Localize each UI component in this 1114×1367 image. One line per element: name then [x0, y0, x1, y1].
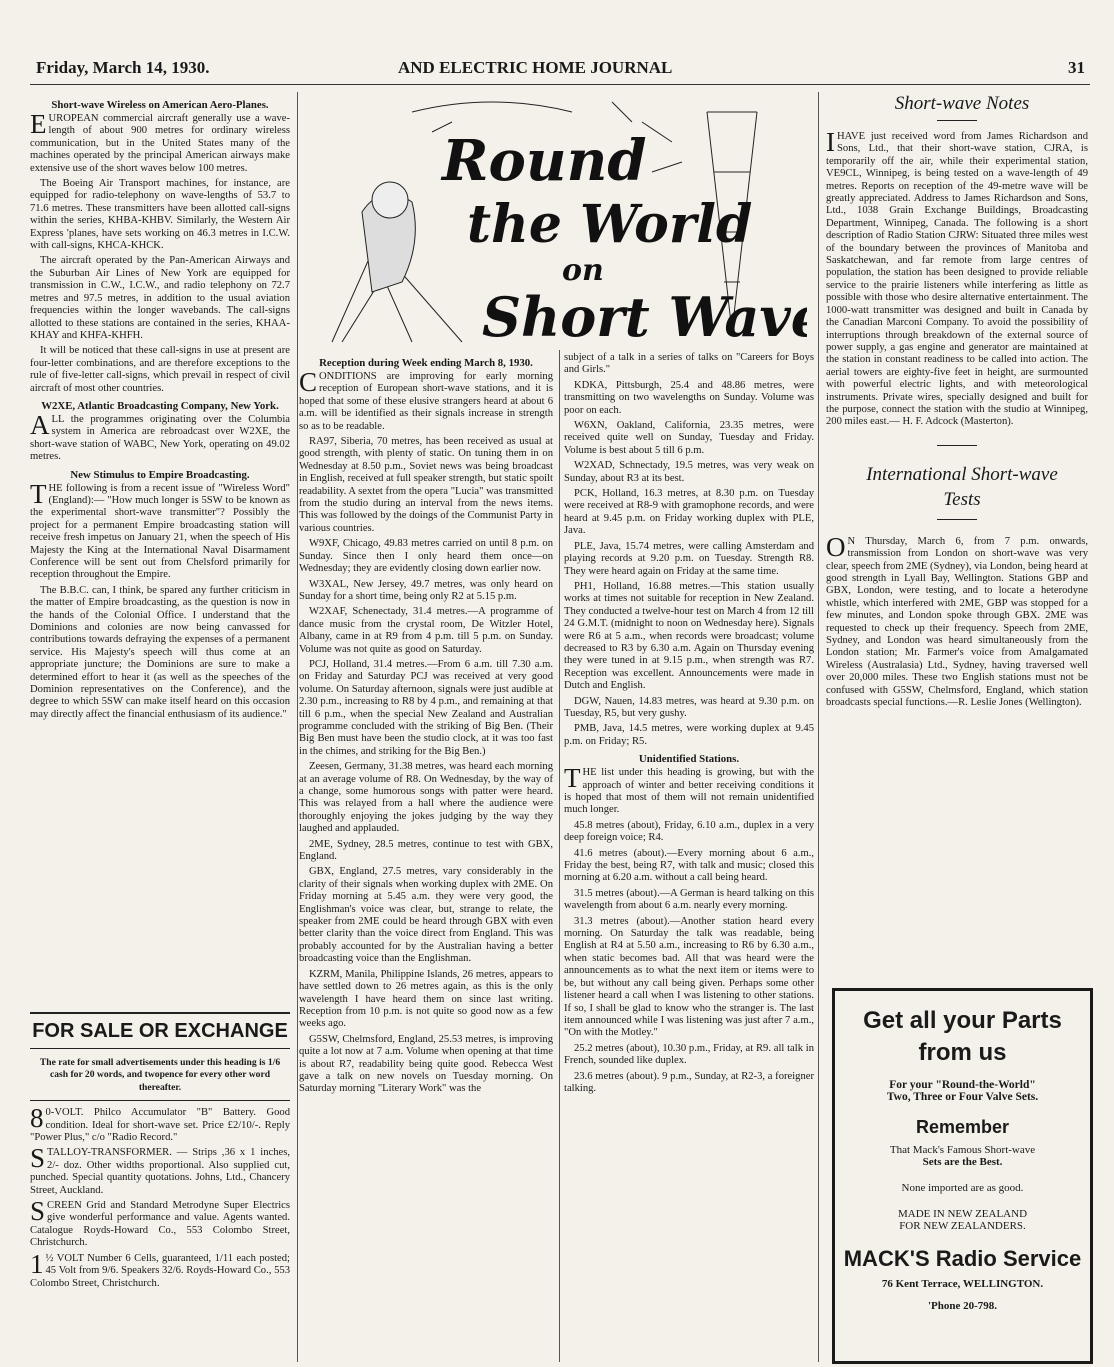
article-heading: New Stimulus to Empire Broadcasting.	[70, 468, 250, 481]
ad-line: For your "Round-the-World"	[889, 1079, 1036, 1091]
article-heading: Reception during Week ending March 8, 1930.	[319, 357, 533, 369]
ad-phone: 'Phone 20-798.	[927, 1300, 998, 1312]
article-paragraph: 2ME, Sydney, 28.5 metres, continue to test with GBX, England.	[299, 838, 553, 863]
ad-line: That Mack's Famous Short-wave	[889, 1144, 1036, 1156]
ad-line: Two, Three or Four Valve Sets.	[886, 1091, 1039, 1103]
header-date: Friday, March 14, 1930.	[36, 58, 210, 77]
column-aeroplanes	[30, 94, 290, 994]
article-paragraph: PH1, Holland, 16.88 metres.—This station usually works at times not suitable for reception in New Zealand. They conducted a twelve-hour test on March 4 from 12 till 24 G.M.T. (midnight to noon on Wednesday here). Signals were R6 at 5 a.m., when records were broadcast; volume decreased to R3 by 6.30 a.m. Again on Thursday evening they were tuned in at 9.15 p.m., when strength was R7. Reception was excellent. Announcements were made in Dutch and English.	[564, 580, 814, 692]
classified-ad: STALLOY-TRANSFORMER. — Strips ,36 x 1 inches, 2/- doz. Other widths proportional. Also supplied cut, punched. Special quantity quotations. Johns, Ltd., Chancery Street, Auckland.	[30, 1143, 290, 1196]
section-title-international: International Short-wave	[866, 463, 1058, 485]
article-paragraph: CONDITIONS are improving for early morning reception of European short-wave stations, and it is hoped that some of these elusive strangers heard at about 6 a.m. will be identified as their signals increase in strength so as to be readable.	[299, 367, 553, 432]
article-paragraph: ON Thursday, March 6, from 7 p.m. onwards, transmission from London on short-wave was very clear, speech from 2ME (Sydney), via London, being heard at good strength in Lyall Bay, Wellington. Stations GBP and GBX, London, were testing, and to locate a heterodyne whistle, which interfered with 2ME, GBP was stopped for a few minutes, and London spoke through GBX. 2ME was requested to check up their frequency. Speech from 2ME, Sydney, and London was heard simultaneously from the London station; Mr. Farmer's voice from Amalgamated Wireless (Australasia) Ltd., Sydney, having traversed well over 20,000 miles. These two English stations must not be confused with G5SW, Chelmsford, England, which station broadcasts special functions.—R. Leslie Jones (Wellington).	[826, 531, 1088, 709]
macks-radio-advertisement	[832, 988, 1093, 1364]
classifieds-rate: The rate for small advertisements under this heading is 1/6 cash for 20 words, and twopence for every other word thereafter.	[39, 1057, 281, 1093]
article-heading: Short-wave Wireless on American Aero-Planes.	[51, 99, 269, 111]
column-divider	[297, 92, 298, 1362]
column-short-wave-notes	[826, 92, 1088, 984]
masthead-artwork	[312, 92, 807, 350]
classified-ad: 80-VOLT. Philco Accumulator "B" Battery. Good condition. Ideal for short-wave set. Price £2/10/-. Reply "Power Plus," c/o "Radio Record."	[30, 1103, 290, 1144]
ad-headline: Get all your Parts	[863, 1007, 1062, 1034]
ad-address: 76 Kent Terrace, WELLINGTON.	[881, 1278, 1044, 1290]
article-paragraph: 31.5 metres (about).—A German is heard talking on this wavelength from about 6 a.m. nearly every morning.	[564, 887, 814, 912]
column-reception	[299, 352, 553, 1360]
article-paragraph: RA97, Siberia, 70 metres, has been received as usual at good strength, with plenty of static. On tuning them in on Wednesday at 8.50 p.m., Soviet news was being broadcast in English, received at full speaker strength, but static spoilt readability. A sextet from the opera "Lucia" was transmitted from the studio during an interval from the news items. This was followed by the doings of the Communist Party in various countries.	[299, 436, 553, 534]
article-paragraph: W9XF, Chicago, 49.83 metres carried on until 8 p.m. on Sunday. Since then I only heard them once—on Wednesday; they are evidently closing down earlier now.	[299, 538, 553, 575]
article-paragraph: THE list under this heading is growing, but with the approach of winter and better receiving conditions it is hoped that most of them will not remain unidentified much longer.	[564, 763, 814, 816]
article-paragraph: 31.3 metres (about).—Another station heard every morning. On Saturday the talk was readable, being English at R4 at 5.50 a.m., increasing to R6 by 6.30 a.m., when static becomes bad. All that was heard were the announcements as to what the next item or items were to be, but without any call being given. Perhaps some other listener heard a call when I was listening to other stations. If so, I shall be glad to know who the stranger is. The last item announced while I was listening was just after 7 a.m., "On with the Motley."	[564, 915, 814, 1039]
article-paragraph: GBX, England, 27.5 metres, vary considerably in the clarity of their signals when working duplex with 2ME. On Friday morning at 5.45 a.m. they were very good, the Englishman's voice was clear, but, strange to relate, the speaker from 2ME could be heard through GBX with even better clarity than the voice direct from England. This was probably accounted for by the Australian having a better broadcasting voice than the Englishman.	[299, 866, 553, 965]
header-page-number: 31	[1068, 58, 1085, 77]
ad-line: MADE IN NEW ZEALAND	[897, 1208, 1028, 1220]
section-title-short-wave-notes: Short-wave Notes	[894, 93, 1030, 114]
article-paragraph: G5SW, Chelmsford, England, 25.53 metres, is improving quite a lot now at 7 a.m. Volume when opening at that time is about R7, readability being quite good. Rebecca West gave a talk on new novels on Tuesday morning. On Saturday morning "Literary Work" was the	[299, 1033, 553, 1095]
ad-line: None imported are as good.	[901, 1182, 1024, 1194]
article-paragraph: The B.B.C. can, I think, be spared any further criticism in the matter of Empire broadcasting, as the question is now in the hands of the Colonial Office. I understand that the Dominions and colonies are now being canvassed for contributions towards defraying the expenses of a permanent service. His Majesty's speech will thus come at an appropriate juncture; the Dominions are sure to make a determined effort to hear it (as well as the speeches of the Dominion representatives on the Conference), and the degree to which 5SW can make itself heard on this occasion may directly affect the financial enthusiasm of its audience."	[30, 584, 290, 720]
article-paragraph: IHAVE just received word from James Richardson and Sons, Ltd., that their short-wave station, CJRA, is temporarily off the air, while their experimental station, VE9CL, Winnipeg, is being tested on a wave-length of 49 metres. Reports on reception of the 49-metre wave will be greatly appreciated. Address to James Richardson and Sons, Ltd., 1038 Grain Exchange Buildings, Broadcasting Department, Winnipeg, Canada. The following is a short description of Radio Station CJRW: Situated three miles west of the boundary between the provinces of Manitoba and Saskatchewan, and far remote from large centres of population, the station has been designed to provide reliable service to the prairie listeners while interfering as little as possible with those who desire alternative entertainment. The 1000-watt transmitter was designed and built in Canada by the Canadian Marconi Company. To avoid the possibility of interruptions through breakdown of the external source of power supply, a gas engine and generator are maintained at the station in constant readiness to be called into action. The aerial towers are eighty-five feet in height, are surmounted with powerful electric lights, and with meteorological instruments. Private wires, specially designed and built for the purpose, connect the station with the studio at Winnipeg, 200 miles east.— H. F. Adcock (Masterton).	[826, 127, 1088, 428]
header-journal-title: AND ELECTRIC HOME JOURNAL	[398, 58, 673, 77]
round-the-world-illustration	[312, 92, 807, 350]
page-header	[36, 58, 1086, 80]
art-word-round: Round	[442, 128, 647, 194]
article-paragraph: It will be noticed that these call-signs in use at present are four-letter combinations, and are therefore exceptions to the rule of five-letter call-signs, which prevail in respect of civil aircraft of most other countries.	[30, 345, 290, 394]
article-paragraph: W6XN, Oakland, California, 23.35 metres, were received quite well on Sunday, Tuesday and Friday. Volume is best about 5 till 6 p.m.	[564, 420, 814, 456]
section-title-tests: Tests	[943, 488, 981, 510]
article-paragraph: 45.8 metres (about), Friday, 6.10 a.m., duplex in a very deep foreign voice; R4.	[564, 819, 814, 844]
article-paragraph: PMB, Java, 14.5 metres, were working duplex at 9.45 p.m. on Friday; R5.	[564, 723, 814, 747]
column-stations	[564, 352, 814, 1360]
article-heading: Unidentified Stations.	[638, 753, 740, 766]
art-word-on: on	[562, 253, 604, 288]
article-paragraph: PLE, Java, 15.74 metres, were calling Amsterdam and playing records at 9.20 p.m. on Tuesday. Strength R8. They were heard again on Friday at the same time.	[564, 540, 814, 577]
article-paragraph: PCJ, Holland, 31.4 metres.—From 6 a.m. till 7.30 a.m. on Friday and Saturday PCJ was received at very good volume. On Saturday afternoon, signals were just audible at 2.30 p.m., increasing to R8 by 4 p.m., and remaining at that till 6 p.m., when the special New Zealand and Australian programme concluded with the striking of Big Ben. (Their Big Ben must have been the studio clock, at it was too fast in the chimes, and striking for the Big Ben.)	[299, 658, 553, 757]
article-paragraph: The Boeing Air Transport machines, for instance, are equipped for radio-telephony on wave-lengths of 53.7 to 71.6 metres. These transmitters have been allotted call-signs within the series, KHBA-KHBV. Similarly, the Western Air Express 'planes, have sets working on 46.3 metres in I.C.W. with call-signs, KHCA-KHCK.	[30, 178, 290, 252]
header-rule	[30, 84, 1090, 85]
article-paragraph: W2XAD, Schnectady, 19.5 metres, was very weak on Sunday, about R3 at its best.	[564, 460, 814, 484]
article-paragraph: 25.2 metres (about), 10.30 p.m., Friday, at R9. all talk in French, sounded like duplex.	[564, 1042, 814, 1067]
article-paragraph: Zeesen, Germany, 31.38 metres, was heard each morning at an average volume of R8. On Wednesday, by the way of a change, some humorous songs with patter were heard. This was relayed from a hall where the audience were thoroughly enjoying the jokes judging by the way they laughed and applauded.	[299, 761, 553, 835]
article-paragraph: KDKA, Pittsburgh, 25.4 and 48.86 metres, were transmitting on two wavelengths on Sunday. Volume was poor on each.	[564, 379, 814, 416]
ad-line: FOR NEW ZEALANDERS.	[899, 1220, 1026, 1232]
classifieds-section	[30, 1012, 290, 1362]
article-paragraph: DGW, Nauen, 14.83 metres, was heard at 9.30 p.m. on Tuesday, R5, but very gushy.	[564, 695, 814, 719]
article-paragraph: EUROPEAN commercial aircraft generally use a wave-length of about 900 metres for ordinary wireless communication, but in the United States many of the machines operated by the principal American airways make extensive use of the short waves below 100 metres.	[30, 109, 290, 174]
column-divider	[559, 350, 560, 1362]
classifieds-title: FOR SALE OR EXCHANGE	[32, 1020, 288, 1042]
article-paragraph: The aircraft operated by the Pan-American Airways and the Suburban Air Lines of New York are equipped for transmission in C.W., I.C.W., and radio telephony on 72.7 metres and 97.5 metres, in addition to the usual aviation frequencies within the longer wavebands. The call-signs allotted to these stations are contained in the series, KHAA-KHAY and KHFA-KHFH.	[30, 255, 290, 341]
article-paragraph: 23.6 metres (about). 9 p.m., Sunday, at R2-3, a foreigner talking.	[564, 1070, 814, 1094]
article-paragraph: W2XAF, Schenectady, 31.4 metres.—A programme of dance music from the crystal room, De Witzler Hotel, Albany, came in at R9 from 4 p.m. till 5 p.m. on Sunday. Volume was not quite as good on Saturday.	[299, 606, 553, 655]
article-paragraph: THE following is from a recent issue of "Wireless Word" (England):— "How much longer is 5SW to be known as the experimental short-wave transmitter"? Possibly the project for a permanent Empire broadcasting station will receive fresh impetus on January 21, when the speech of His Majesty the King at the International Naval Disarmament Conference will be sent out from Chelsford primarily for reception throughout the Empire.	[30, 478, 290, 581]
article-paragraph: W3XAL, New Jersey, 49.7 metres, was only heard on Sunday for a short time, being only R2 at 5.15 p.m.	[299, 578, 553, 602]
art-word-short-wave: Short Wave	[482, 285, 807, 349]
article-paragraph: subject of a talk in a series of talks on "Careers for Boys and Girls."	[564, 352, 814, 376]
classified-ad: SCREEN Grid and Standard Metrodyne Super Electrics give wonderful performance and value. Agents wanted. Catalogue Royds-Howard Co., 553 Colombo Street, Christchurch.	[30, 1196, 290, 1249]
ad-company-name: MACK'S Radio Service	[843, 1246, 1082, 1271]
ad-line: Sets are the Best.	[922, 1156, 1003, 1168]
article-paragraph: KZRM, Manila, Philippine Islands, 26 metres, appears to have settled down to 26 metres again, as this is the only wavelength I have heard them on since last writing. Reception from 10 p.m. is not quite so good now as a few weeks ago.	[299, 968, 553, 1030]
classified-ad: 1½ VOLT Number 6 Cells, guaranteed, 1/11 each posted; 45 Volt from 9/6. Speakers 32/6. Royds-Howard Co., 553 Colombo Street, Christchurch.	[30, 1248, 290, 1289]
article-paragraph: ALL the programmes originating over the Columbia system in America are rebroadcast over W2XE, the short-wave station of WABC, New York, operating on 49.02 metres.	[30, 409, 290, 463]
art-word-the-world: the World	[467, 194, 753, 255]
article-paragraph: 41.6 metres (about).—Every morning about 6 a.m., Friday the best, being R7, with talk and music; closed this morning at 6.20 a.m. without a call being heard.	[564, 847, 814, 884]
ad-headline-sub: from us	[918, 1039, 1007, 1066]
ad-remember: Remember	[915, 1117, 1010, 1137]
article-paragraph: PCK, Holland, 16.3 metres, at 8.30 p.m. on Tuesday were received at R8-9 with gramophone records, and were heard at 9.45 p.m. on Friday working duplex with PLE, Java.	[564, 488, 814, 537]
article-heading: W2XE, Atlantic Broadcasting Company, New York.	[41, 399, 279, 412]
column-divider	[818, 92, 819, 1362]
